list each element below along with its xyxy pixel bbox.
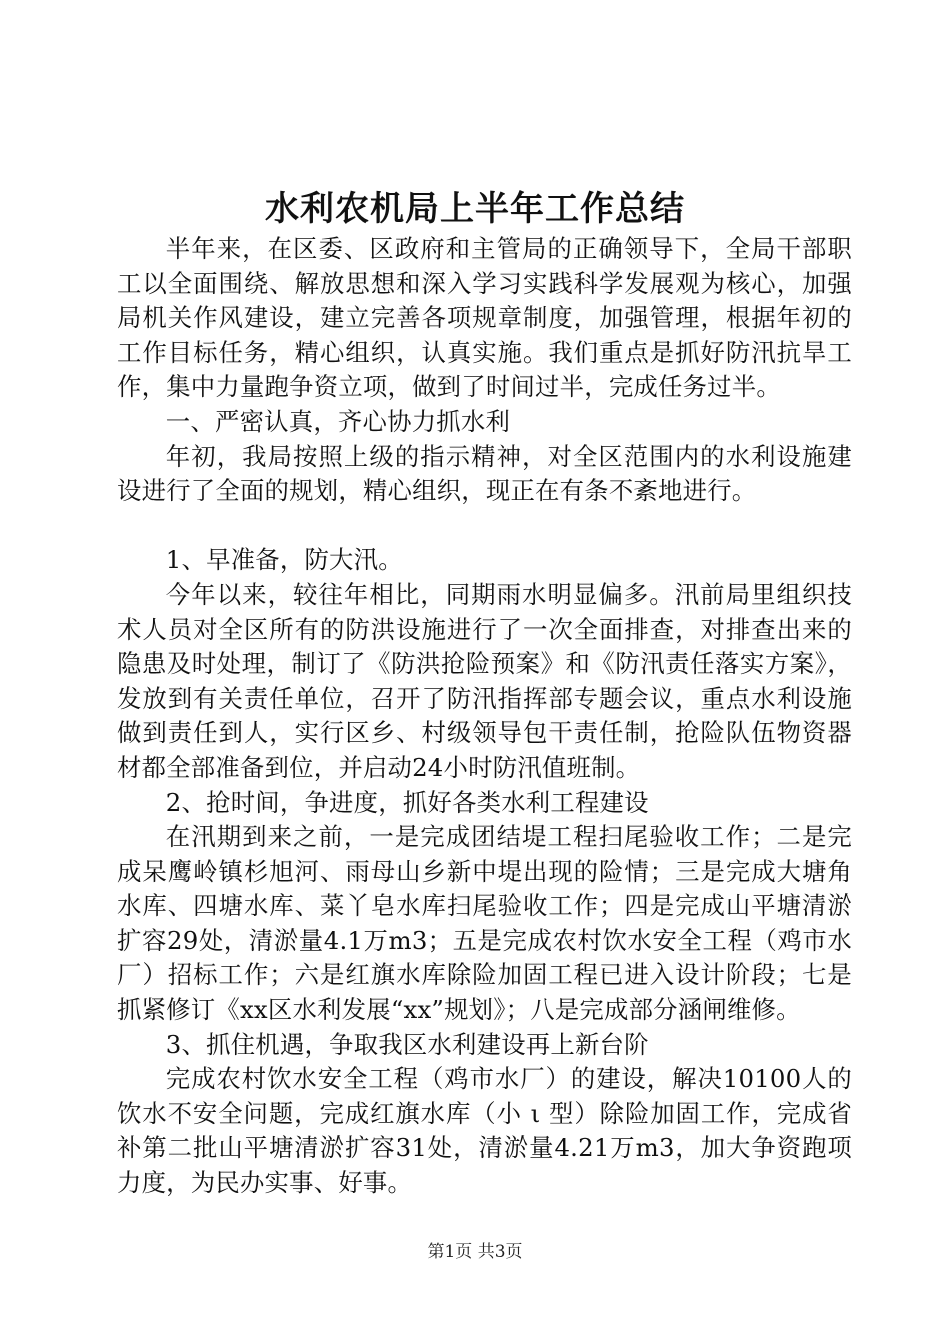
subheading-1: 1、早准备，防大汛。 [165, 545, 403, 575]
section-heading-1: 一、严密认真，齐心协力抓水利 [165, 406, 511, 436]
subheading-3: 3、抓住机遇，争取我区水利建设再上新台阶 [165, 1029, 649, 1059]
page-number: 第1页 共3页 [427, 1242, 523, 1262]
document-body [117, 232, 852, 1201]
paragraph-opportunity: 完成农村饮水安全工程（鸡市水厂）的建设，解决10100人的饮水不安全问题，完成红旗水库（小 ι 型）除险加固工作，完成省补第二批山平塘清淤扩容31处，清淤量4.21万m3，加大争资跑项力度，为民办实事、好事。 [117, 1064, 852, 1198]
document-title: 水利农机局上半年工作总结 [265, 189, 685, 229]
paragraph-intro: 半年来，在区委、区政府和主管局的正确领导下，全局干部职工以全面围绕、解放思想和深入学习实践科学发展观为核心，加强局机关作风建设，建立完善各项规章制度，加强管理，根据年初的工作目标任务，精心组织，认真实施。我们重点是抓好防汛抗旱工作，集中力量跑争资立项，做到了时间过半，完成任务过半。 [117, 234, 852, 402]
paragraph-section-1: 年初，我局按照上级的指示精神，对全区范围内的水利设施建设进行了全面的规划，精心组织，现正在有条不紊地进行。 [117, 441, 852, 506]
paragraph-flood-prep: 今年以来，较往年相比，同期雨水明显偏多。汛前局里组织技术人员对全区所有的防洪设施进行了一次全面排查，对排查出来的隐患及时处理，制订了《防洪抢险预案》和《防汛责任落实方案》，发放到有关责任单位，召开了防汛指挥部专题会议，重点水利设施做到责任到人，实行区乡、村级领导包干责任制，抢险队伍物资器材都全部准备到位，并启动24小时防汛值班制。 [117, 579, 852, 782]
subheading-2: 2、抢时间，争进度，抓好各类水利工程建设 [165, 787, 649, 817]
paragraph-projects: 在汛期到来之前，一是完成团结堤工程扫尾验收工作；二是完成呆鹰岭镇杉旭河、雨母山乡新中堤出现的险情；三是完成大塘角水库、四塘水库、菜丫皂水库扫尾验收工作；四是完成山平塘清淤扩容29处，清淤量4.1万m3；五是完成农村饮水安全工程（鸡市水厂）招标工作；六是红旗水库除险加固工程已进入设计阶段；七是抓紧修订《xx区水利发展“xx”规划》；八是完成部分涵闸维修。 [117, 822, 852, 1025]
